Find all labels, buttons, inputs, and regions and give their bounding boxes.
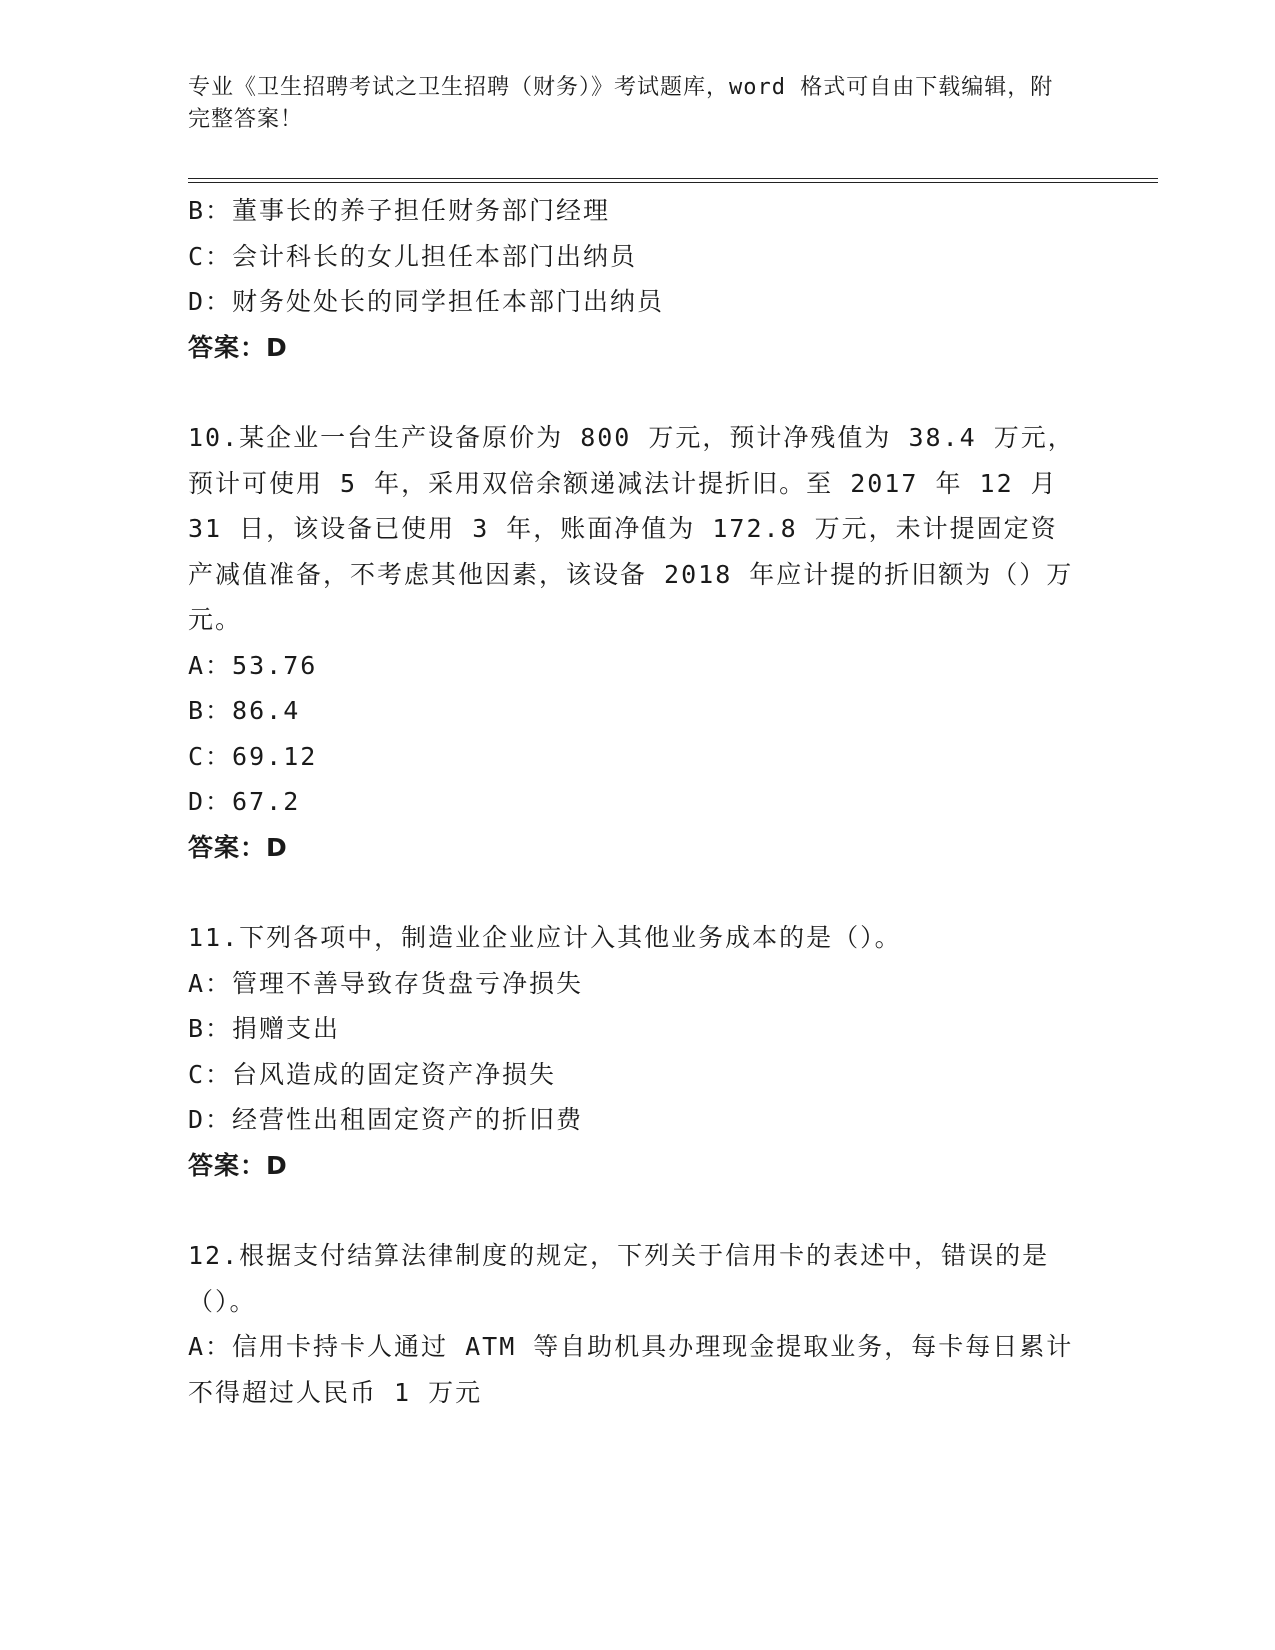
question-12 (188, 1233, 1078, 1415)
header-divider (188, 178, 1158, 183)
option-a: A：53.76 (188, 650, 318, 680)
spacer (188, 370, 1078, 415)
option-a: A：管理不善导致存货盘亏净损失 (188, 968, 584, 998)
option-d: D：67.2 (188, 787, 301, 816)
option-c: C：台风造成的固定资产净损失 (188, 1059, 557, 1089)
question-9-tail (188, 188, 1078, 370)
answer: 答案：D (188, 832, 288, 862)
question-10 (188, 415, 1078, 870)
option-b: B：董事长的养子担任财务部门经理 (188, 196, 611, 225)
question-content (188, 188, 1078, 1415)
option-d: D：经营性出租固定资产的折旧费 (188, 1105, 584, 1134)
answer: 答案：D (188, 332, 288, 362)
option-d: D：财务处处长的同学担任本部门出纳员 (188, 287, 665, 316)
document-header: 专业《卫生招聘考试之卫生招聘（财务）》考试题库，word 格式可自由下载编辑，附完整答案！ (188, 75, 1054, 132)
option-c: C：会计科长的女儿担任本部门出纳员 (188, 241, 638, 271)
option-a: A：信用卡持卡人通过 ATM 等自助机具办理现金提取业务，每卡每日累计不得超过人民币 1 万元 (188, 1332, 1074, 1407)
answer: 答案：D (188, 1150, 288, 1180)
option-b: B：捐赠支出 (188, 1014, 341, 1043)
question-stem: 11.下列各项中，制造业企业应计入其他业务成本的是（）。 (188, 923, 902, 952)
question-stem: 10.某企业一台生产设备原价为 800 万元，预计净残值为 38.4 万元，预计可使用 5 年，采用双倍余额递减法计提折旧。至 2017 年 12 月 31 日，该设备已使用 3 年，账面净值为 172.8 万元，未计提固定资产减值准备，不考虑其他因素，该设备 2018 年应计提的折旧额为（）万元。 (188, 423, 1075, 634)
option-b: B：86.4 (188, 696, 301, 725)
spacer (188, 1188, 1078, 1233)
option-c: C：69.12 (188, 741, 318, 771)
spacer (188, 870, 1078, 915)
question-11 (188, 915, 1078, 1188)
question-stem: 12.根据支付结算法律制度的规定，下列关于信用卡的表述中，错误的是（）。 (188, 1241, 1050, 1316)
